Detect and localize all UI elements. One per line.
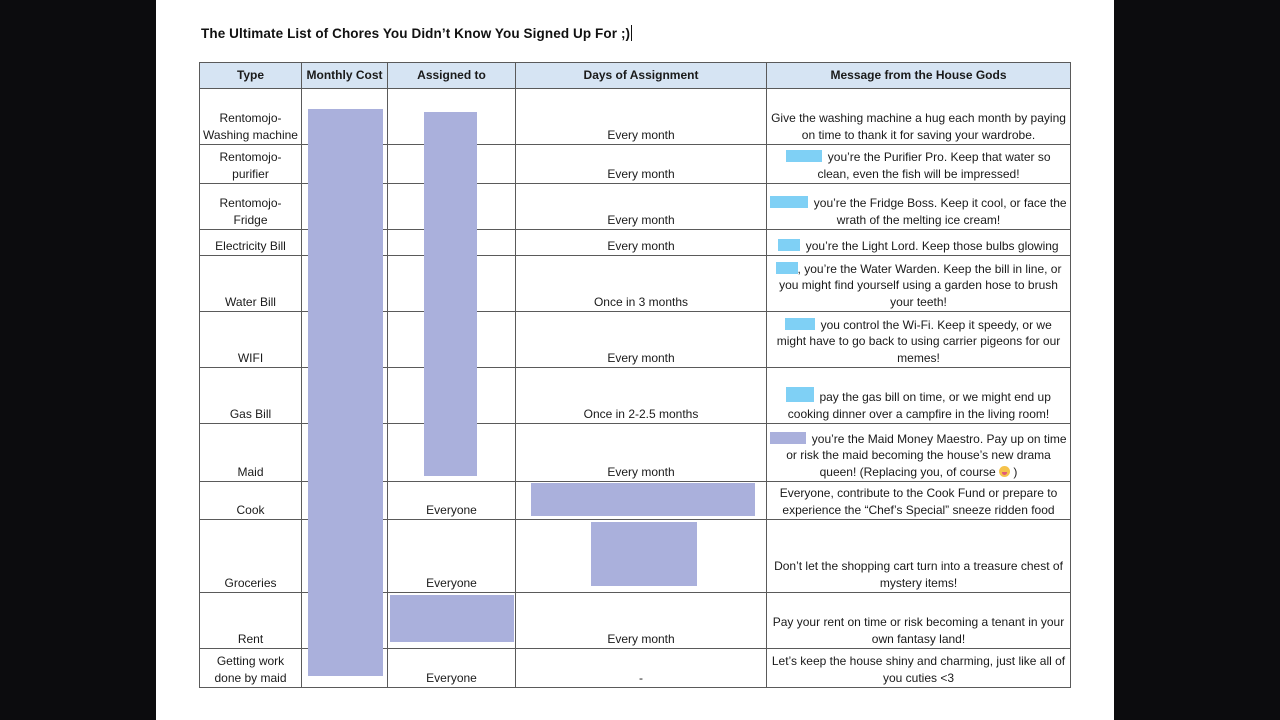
cell-message [767,520,1071,593]
document-title-text: The Ultimate List of Chores You Didn’t Know You Signed Up For ;) [201,26,631,41]
cell-message [767,256,1071,312]
cell-message [767,368,1071,424]
cell-message [767,184,1071,230]
name-highlight [778,239,800,251]
cell-message [767,230,1071,256]
cell-days: Every month [516,89,767,145]
cell-assigned: Everyone [388,649,516,688]
message-text: pay the gas bill on time, or we might end up cooking dinner over a campfire in the living room! [787,390,1051,421]
cell-message [767,424,1071,482]
cell-days: Every month [516,230,767,256]
header-monthly-cost: Monthly Cost [302,63,388,89]
cell-type: Cook [200,482,302,520]
cell-message [767,145,1071,184]
message-text: you’re the Fridge Boss. Keep it cool, or face the wrath of the melting ice cream! [813,196,1067,227]
cell-type: Groceries [200,520,302,593]
message-text: you’re the Maid Money Maestro. Pay up on time or risk the maid becoming the house’s new drama queen! (Replacing you, of course [786,431,1067,479]
redaction-assigned-to [424,112,477,476]
cell-type: Rentomojo- Washing machine [200,89,302,145]
cell-days: Once in 2-2.5 months [516,368,767,424]
cell-message [767,89,1071,145]
message-text: you’re the Light Lord. Keep those bulbs glowing [805,238,1059,253]
message-text: Don’t let the shopping cart turn into a treasure chest of mystery items! [774,559,1063,590]
name-highlight [776,262,798,274]
cell-type: WIFI [200,312,302,368]
cell-message [767,593,1071,649]
message-text: Give the washing machine a hug each month by paying on time to thank it for saving your wardrobe. [771,111,1066,142]
cell-days: - [516,649,767,688]
cell-type: Rentomojo- purifier [200,145,302,184]
cell-assigned: Everyone [388,482,516,520]
redaction-rent-assigned [390,595,514,642]
header-days-of-assignment: Days of Assignment [516,63,767,89]
cell-type: Maid [200,424,302,482]
text-cursor [631,25,632,41]
name-highlight [785,318,815,330]
header-assigned-to: Assigned to [388,63,516,89]
document-title[interactable] [201,25,632,41]
message-text: , you’re the Water Warden. Keep the bill in line, or you might find yourself using a garden hose to brush your teeth! [779,261,1062,309]
cell-message [767,482,1071,520]
redaction-cook-days [531,483,755,516]
table-header-row [200,63,1071,89]
cell-days: Every month [516,424,767,482]
message-text: Let’s keep the house shiny and charming, just like all of you cuties <3 [771,654,1066,685]
message-text: you’re the Purifier Pro. Keep that water so clean, even the fish will be impressed! [817,150,1051,181]
name-highlight [770,432,806,444]
cell-type: Electricity Bill [200,230,302,256]
cell-type: Getting work done by maid [200,649,302,688]
name-highlight [770,196,808,208]
header-message: Message from the House Gods [767,63,1071,89]
name-highlight [786,387,814,402]
message-text: you control the Wi-Fi. Keep it speedy, or we might have to go back to using carrier pigeons for our memes! [776,317,1061,365]
redaction-monthly-cost [308,109,383,676]
cell-type: Water Bill [200,256,302,312]
cell-message [767,649,1071,688]
cell-days: Every month [516,145,767,184]
name-highlight [786,150,822,162]
cell-days: Once in 3 months [516,256,767,312]
grinning-face-with-tongue-icon [999,466,1010,477]
document-page [156,0,1114,720]
message-text: Pay your rent on time or risk becoming a tenant in your own fantasy land! [772,615,1065,646]
header-type: Type [200,63,302,89]
cell-days: Every month [516,184,767,230]
cell-assigned: Everyone [388,520,516,593]
redaction-groceries-days [591,522,697,586]
message-text-end: ) [1013,464,1018,479]
cell-days: Every month [516,593,767,649]
cell-type: Rent [200,593,302,649]
cell-type: Rentomojo- Fridge [200,184,302,230]
cell-message [767,312,1071,368]
cell-days: Every month [516,312,767,368]
message-text: Everyone, contribute to the Cook Fund or prepare to experience the “Chef’s Special” sneeze ridden food [779,486,1058,517]
cell-type: Gas Bill [200,368,302,424]
